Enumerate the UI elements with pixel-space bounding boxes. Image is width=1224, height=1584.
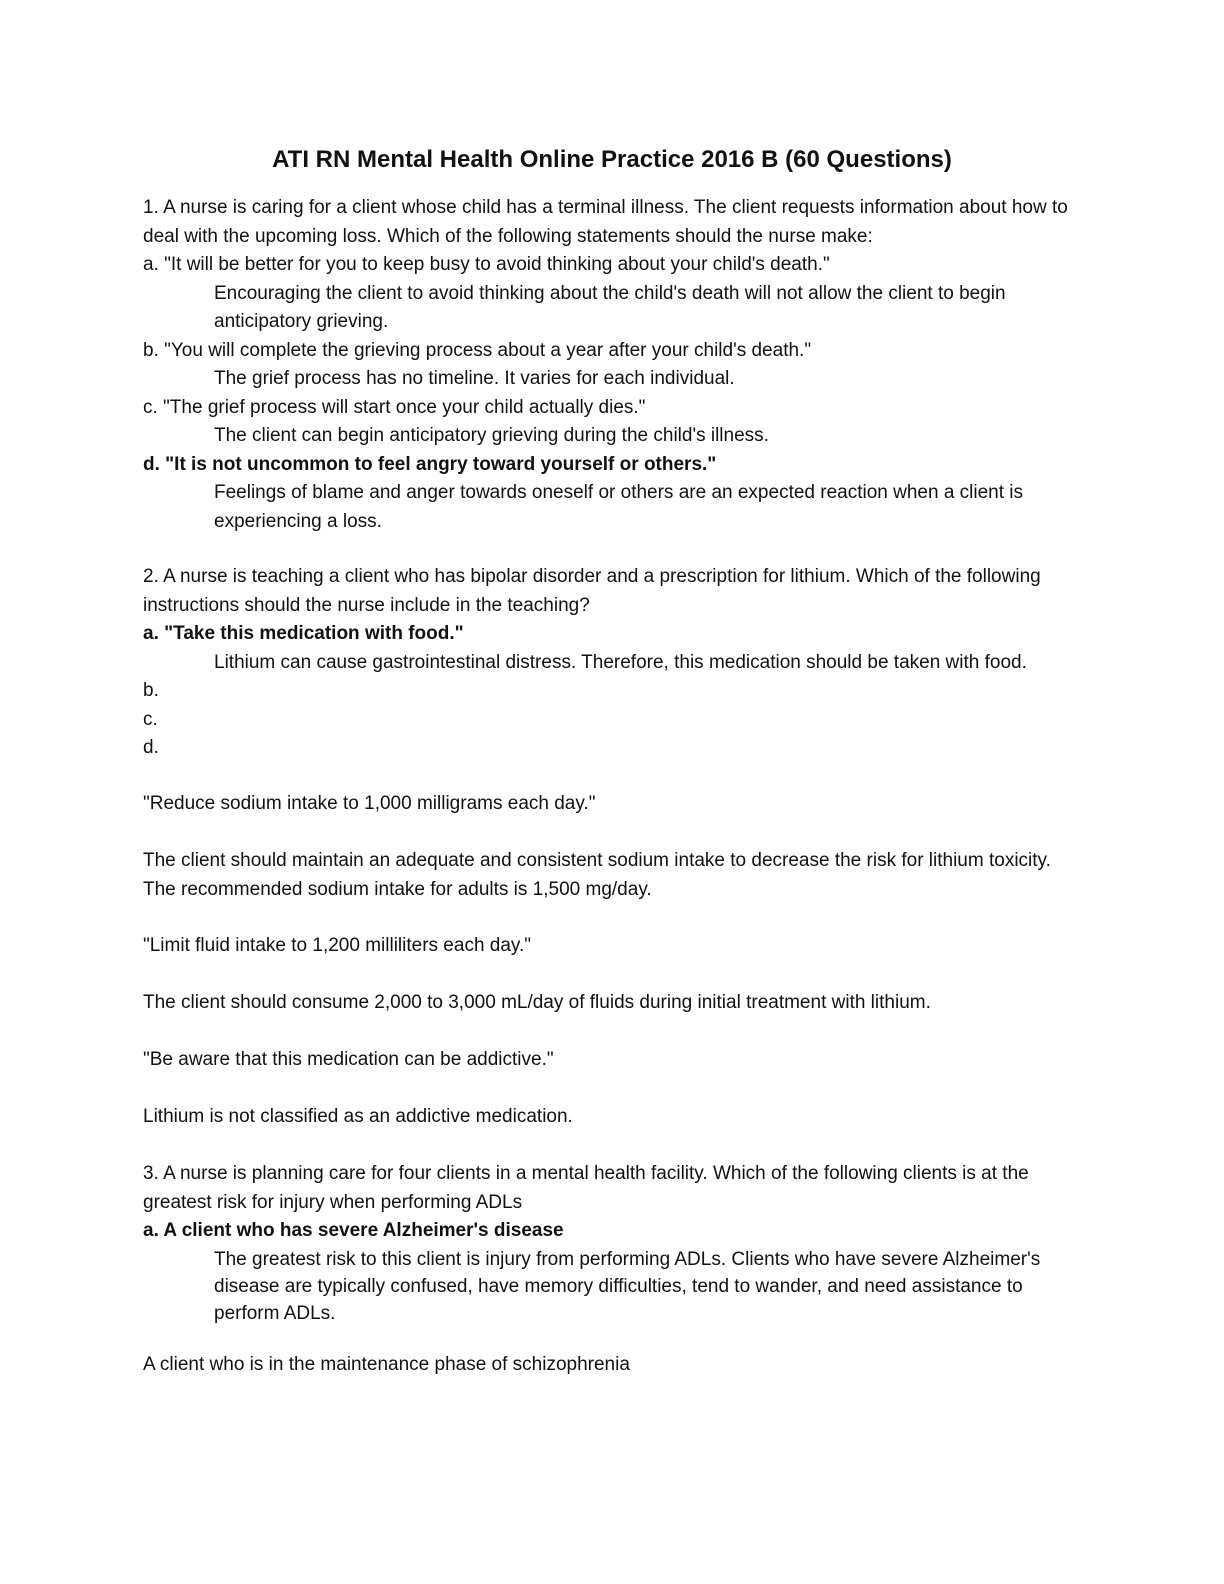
correct-answer-option-d: d. "It is not uncommon to feel angry toward yourself or others." [143,453,717,475]
q2-option-fluid [143,932,1083,961]
q2-option-sodium [143,790,1083,819]
q3-option-schizophrenia [143,1351,1083,1380]
rationale-text: The client should maintain an adequate and consistent sodium intake to decrease the risk for lithium toxicity. The recommended sodium intake for adults is 1,500 mg/day. [143,850,1051,900]
option-text: "Limit fluid intake to 1,200 milliliters each day." [143,935,532,956]
option-text: "Be aware that this medication can be addictive." [143,1049,554,1070]
question-2 [143,563,1083,763]
document-title: ATI RN Mental Health Online Practice 2016 B (60 Questions) [272,146,952,173]
q2-rationale-addictive [143,1103,1083,1132]
rationale-a: Encouraging the client to avoid thinking about the child's death will not allow the client to begin anticipatory grieving. [214,282,1006,332]
option-text: A client who is in the maintenance phase of schizophrenia [143,1354,630,1375]
rationale-text: Lithium is not classified as an addictive medication. [143,1106,573,1127]
rationale-c: The client can begin anticipatory grieving during the child's illness. [214,425,769,446]
rationale-text: The client should consume 2,000 to 3,000 mL/day of fluids during initial treatment with lithium. [143,992,931,1013]
rationale-b: The grief process has no timeline. It varies for each individual. [214,368,735,389]
correct-answer-option-a: a. "Take this medication with food." [143,623,464,644]
answer-option-b-label: b. [143,680,159,701]
answer-option-c-label: c. [143,708,158,730]
rationale-d: Feelings of blame and anger towards oneself or others are an expected reaction when a client is experiencing a loss. [214,482,1024,532]
q2-rationale-fluid [143,989,1083,1018]
answer-option-a: a. "It will be better for you to keep busy to avoid thinking about your child's death." [143,254,830,275]
question-stem: 1. A nurse is caring for a client whose child has a terminal illness. The client requests information about how to deal with the upcoming loss. Which of the following statements should the nurse make: [143,197,1068,247]
q2-option-addictive [143,1046,1083,1075]
correct-answer-option-a: a. A client who has severe Alzheimer's disease [143,1220,564,1241]
answer-option-b: b. "You will complete the grieving process about a year after your child's death." [143,339,812,361]
q2-rationale-sodium [143,847,1083,904]
question-stem: 3. A nurse is planning care for four clients in a mental health facility. Which of the following clients is at the greatest risk for injury when performing ADLs [143,1163,1029,1213]
rationale-a: Lithium can cause gastrointestinal distress. Therefore, this medication should be taken with food. [214,651,1027,673]
question-1 [143,194,1083,536]
option-text: "Reduce sodium intake to 1,000 milligrams each day." [143,793,596,814]
question-stem: 2. A nurse is teaching a client who has bipolar disorder and a prescription for lithium. Which of the following instructions should the nurse include in the teaching? [143,566,1041,616]
question-3 [143,1160,1083,1327]
rationale-a: The greatest risk to this client is injury from performing ADLs. Clients who have severe Alzheimer's disease are typically confused, have memory difficulties, tend to wander, and need assistance to perform ADLs. [214,1248,1041,1324]
answer-option-c: c. "The grief process will start once your child actually dies." [143,396,646,418]
answer-option-d-label: d. [143,737,159,758]
